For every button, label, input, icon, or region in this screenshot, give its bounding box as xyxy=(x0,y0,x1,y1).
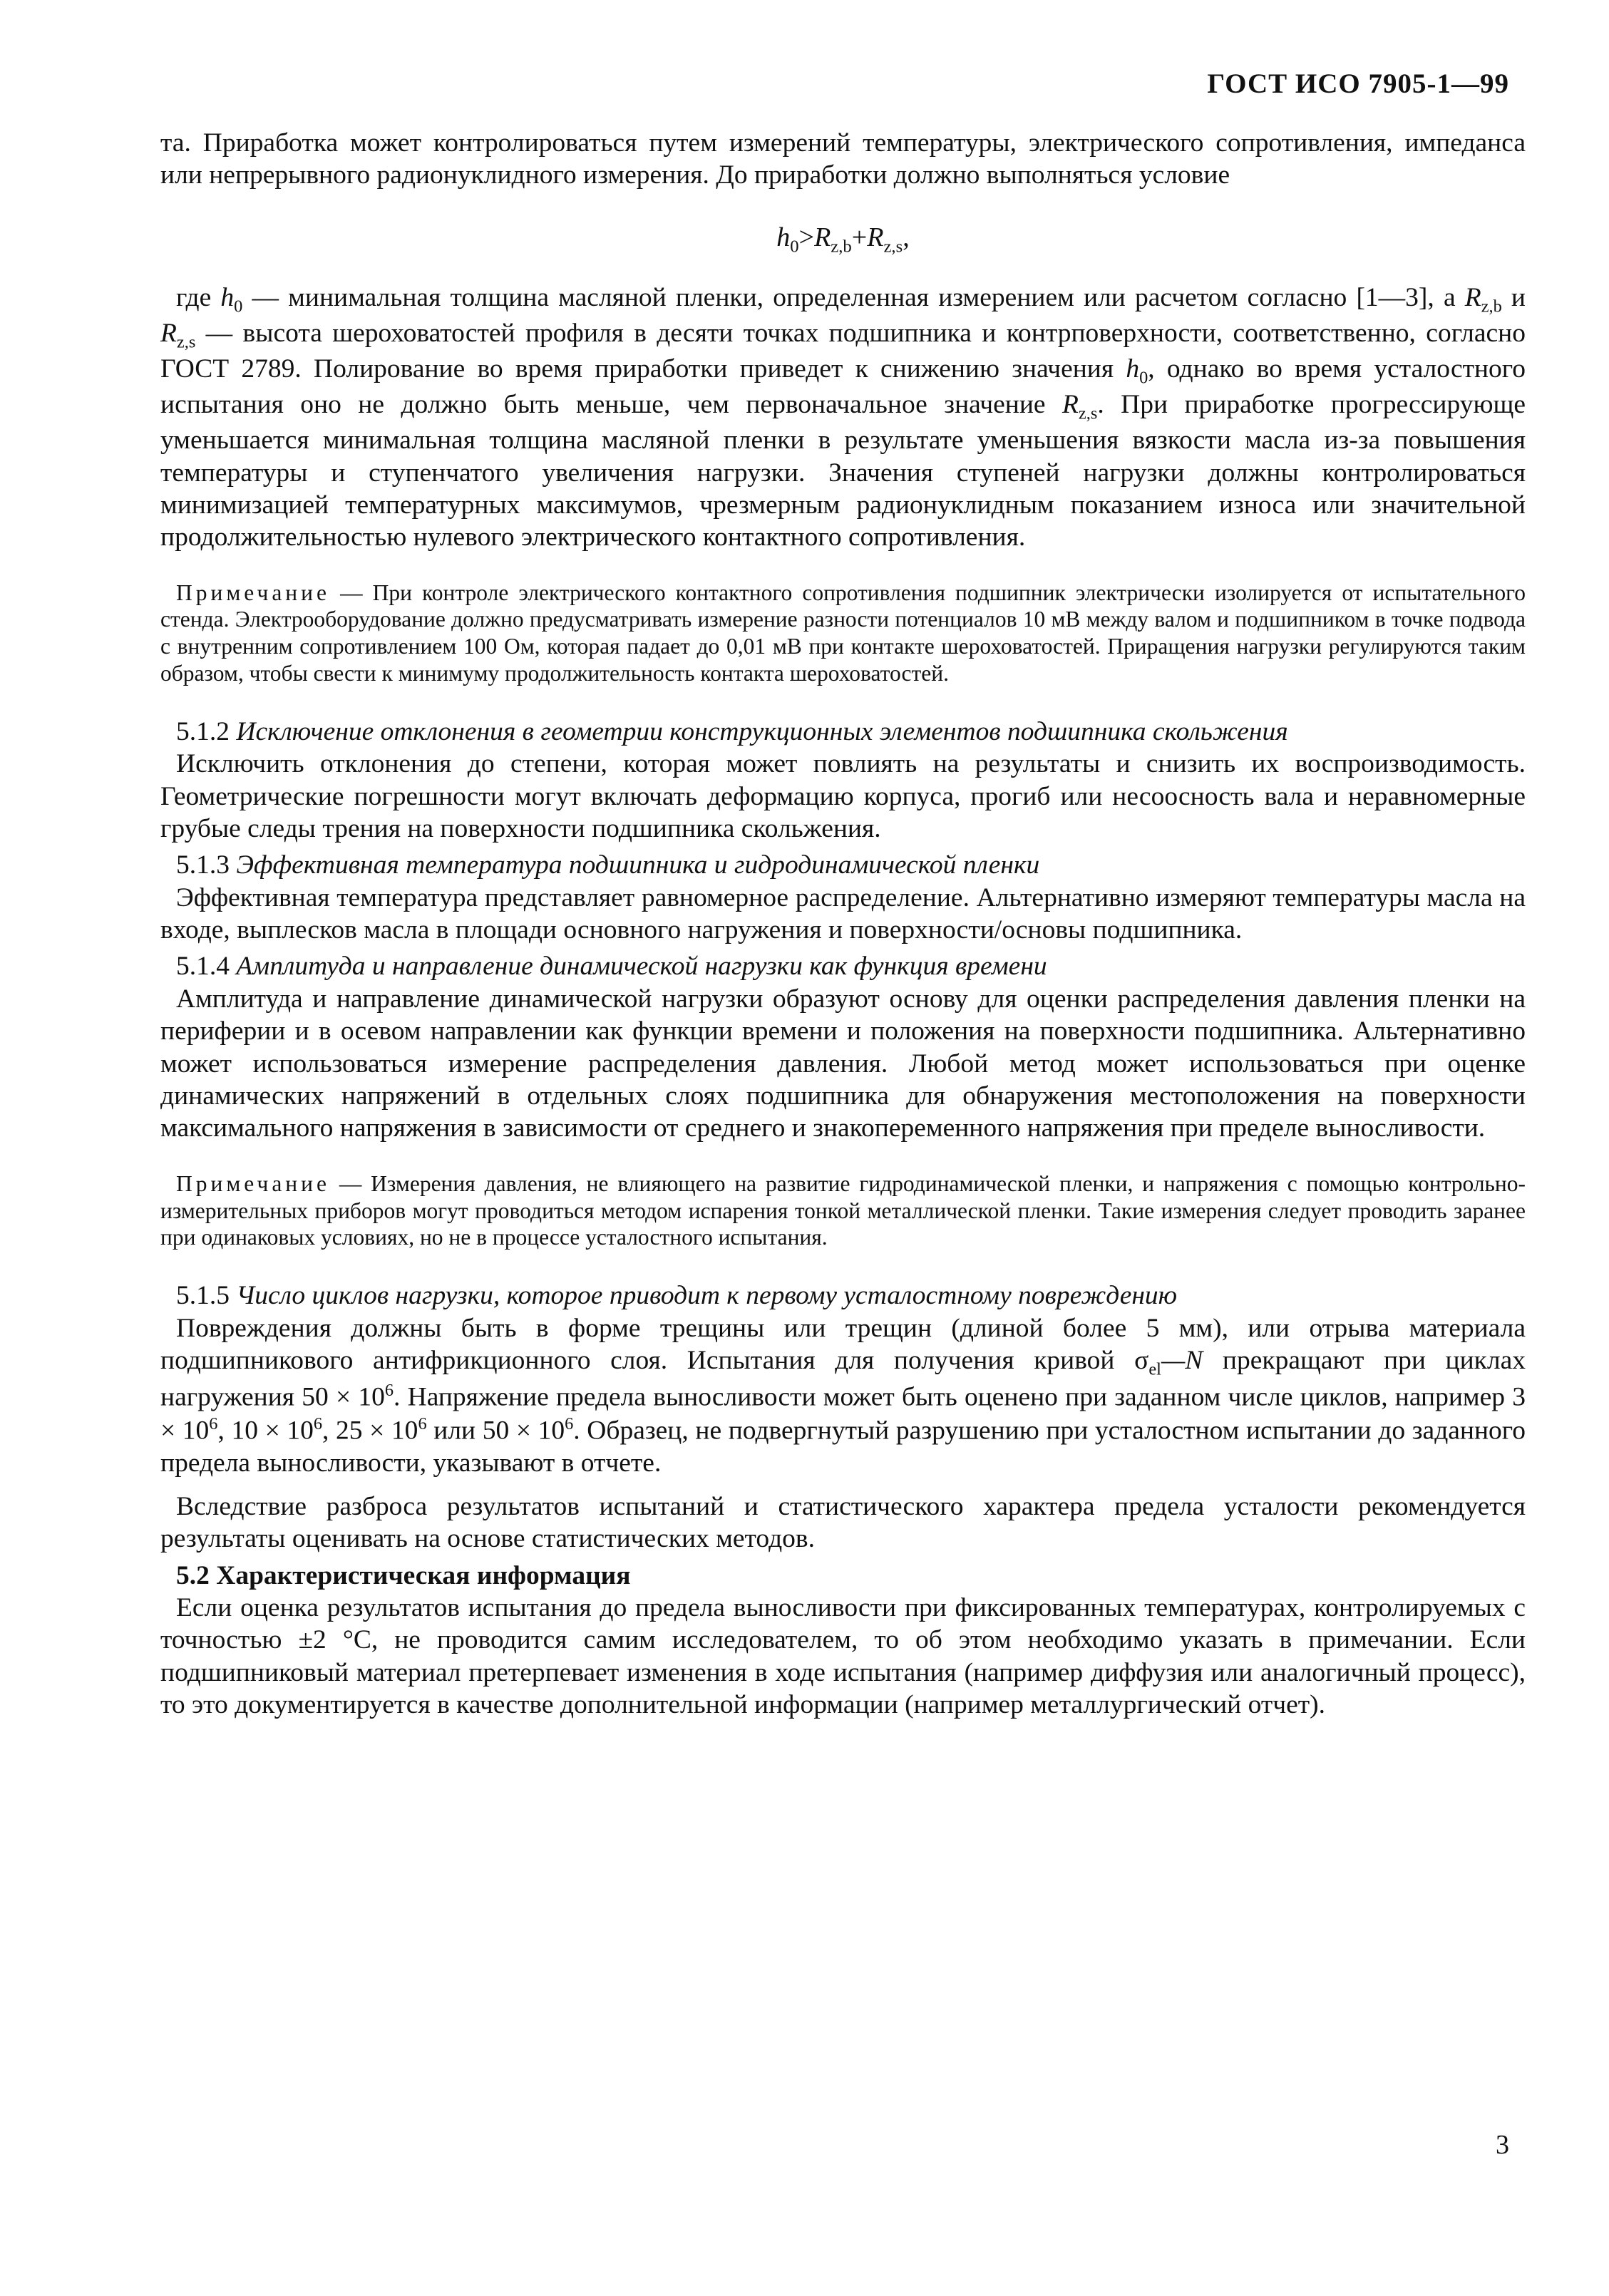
section-5-2-body: Если оценка результатов испытания до предела выносливости при фиксированных температурах, контролируемых с точностью ±2 °С, не проводится самим исследователем, то об этом необходимо указать в примечании. Если подшипниковый материал претерпевает изменения в ходе испытания (например диффузия или аналогичный процесс), то это документируется в качестве дополнительной информации (например металлургический отчет). xyxy=(160,1593,1526,1720)
formula: $h_0>R_{z,b}+R_{z,s}$, xyxy=(776,222,910,257)
section-5-1-5-body-2: Вследствие разброса результатов испытаний и статистического характера предела усталости рекомендуется результаты оценивать на основе статистических методов. xyxy=(160,1491,1526,1554)
section-5-1-2-body: Исключить отклонения до степени, которая может повлиять на результаты и снизить их воспроизводимость. Геометрические погрешности могут включать деформацию корпуса, прогиб или несоосность вала и неравномерные грубые следы трения на поверхности подшипника скольжения. xyxy=(160,749,1526,843)
document-header: ГОСТ ИСО 7905-1—99 xyxy=(1207,68,1509,99)
section-5-1-3-body: Эффективная температура представляет равномерное распределение. Альтернативно измеряют температуры масла на входе, выплесков масла в площади основного нагружения и поверхности/основы подшипника. xyxy=(160,882,1526,945)
page-number: 3 xyxy=(1496,2130,1509,2160)
page-content xyxy=(160,127,1526,1721)
section-5-1-5-body: Повреждения должны быть в форме трещины или трещин (длиной более 5 мм), или отрыва материала подшипникового антифрикционного слоя. Испытания для получения кривой $\sigma_{el}—N$ прекращают при циклах нагружения $50 \times 10^6$. Напряжение предела выносливости может быть оценено при заданном числе циклов, например $3 \times 10^6$, $10 \times 10^6$, $25 \times 10^6$ или $50 \times 10^6$. Образец, не подвергнутый разрушению при усталостном испытании до заданного предела выносливости, указывают в отчете. xyxy=(160,1313,1526,1478)
paragraph-where: где $h_0$ — минимальная толщина масляной пленки, определенная измерением или расчетом согласно [1—3], а $R_{z,b}$ и $R_{z,s}$ — высота шероховатостей профиля в десяти точках подшипника и контрповерхности, соответственно, согласно ГОСТ 2789. Полирование во время приработки приведет к снижению значения $h_0$, однако во время усталостного испытания оно не должно быть меньше, чем первоначальное значение $R_{z,s}$. При приработке прогрессирующе уменьшается минимальная толщина масляной пленки в результате уменьшения вязкости масла из-за повышения температуры и ступенчатого увеличения нагрузки. Значения ступеней нагрузки должны контролироваться минимизацией температурных максимумов, чрезмерным радионуклидным показанием износа или значительной продолжительностью нулевого электрического контактного сопротивления. xyxy=(160,283,1526,552)
section-5-1-4-body: Амплитуда и направление динамической нагрузки образуют основу для оценки распределения давления пленки на периферии и в осевом направлении как функции времени и положения на поверхности подшипника. Альтернативно может использоваться измерение распределения давления. Любой метод может использоваться при оценке динамических напряжений в отдельных слоях подшипника для обнаружения местоположения на поверхности максимального напряжения в зависимости от среднего и знакопеременного напряжения при пределе выносливости. xyxy=(160,984,1526,1143)
paragraph-intro: та. Приработка может контролироваться путем измерений температуры, электрического сопротивления, импеданса или непрерывного радионуклидного измерения. До приработки должно выполняться условие xyxy=(160,128,1526,190)
note-2: Примечание — Измерения давления, не влияющего на развитие гидродинамической пленки, и напряжения с помощью контрольно-измерительных приборов могут проводиться методом испарения тонкой металлической пленки. Такие измерения следует проводить заранее при одинаковых условиях, но не в процессе усталостного испытания. xyxy=(160,1170,1526,1250)
note-1: Примечание — При контроле электрического контактного сопротивления подшипник электрически изолируется от испытательного стенда. Электрооборудование должно предусматривать измерение разности потенциалов 10 мВ между валом и подшипником в точке подвода с внутренним сопротивлением 100 Ом, которая падает до 0,01 мВ при контакте шероховатостей. Приращения нагрузки регулируются таким образом, чтобы свести к минимуму продолжительность контакта шероховатостей. xyxy=(160,580,1526,686)
section-5-1-5-heading: 5.1.5 Число циклов нагрузки, которое приводит к первому усталостному повреждению xyxy=(176,1281,1178,1311)
section-5-1-4-heading: 5.1.4 Амплитуда и направление динамической нагрузки как функция времени xyxy=(176,952,1047,982)
section-5-2-heading: 5.2 Характеристическая информация xyxy=(176,1560,631,1590)
section-5-1-3-heading: 5.1.3 Эффективная температура подшипника и гидродинамической пленки xyxy=(176,850,1040,880)
section-5-1-2-heading: 5.1.2 Исключение отклонения в геометрии конструкционных элементов подшипника скольжения xyxy=(176,716,1288,746)
